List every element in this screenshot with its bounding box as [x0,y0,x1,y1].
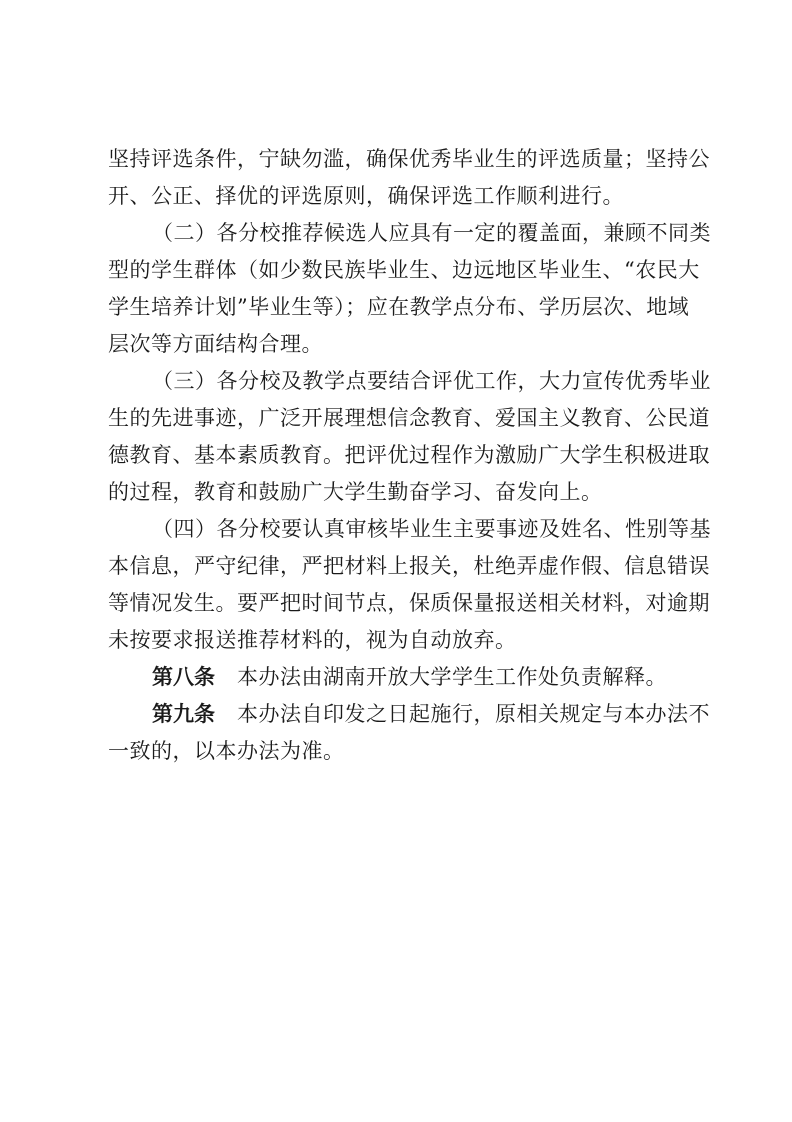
text-line: 生的先进事迹，广泛开展理想信念教育、爱国主义教育、公民道 [108,406,710,430]
text-line [108,659,698,696]
text-line: 等情况发生。要严把时间节点，保质保量报送相关材料，对逾期 [108,591,710,615]
document-body [108,141,711,770]
paragraph-item-2 [108,215,711,363]
text-line: 学生培养计划”毕业生等）；应在教学点分布、学历层次、地域 [108,295,690,319]
article-9-text: 本办法自印发之日起施行，原相关规定与本办法不 [237,702,710,726]
text-line: 未按要求报送推荐材料的，视为自动放弃。 [108,628,517,652]
text-line: 一致的，以本办法为准。 [108,739,345,763]
text-line: （二）各分校推荐候选人应具有一定的覆盖面，兼顾不同类 [152,221,711,245]
text-line [108,696,710,733]
text-line: 型的学生群体（如少数民族毕业生、边远地区毕业生、“农民大 [108,258,700,282]
paragraph-item-4 [108,511,711,659]
text-line: （四）各分校要认真审核毕业生主要事迹及姓名、性别等基 [152,517,711,541]
text-line: 本信息，严守纪律，严把材料上报关，杜绝弄虚作假、信息错误 [108,554,710,578]
paragraph-continued [108,141,710,215]
text-line: 坚持评选条件，宁缺勿滥，确保优秀毕业生的评选质量；坚持公 [108,147,710,171]
paragraph-item-3 [108,363,711,511]
text-line: 德教育、基本素质教育。把评优过程作为激励广大学生积极进取 [108,443,710,467]
article-8-text: 本办法由湖南开放大学学生工作处负责解释。 [237,665,667,689]
article-9-heading: 第九条 [152,702,215,726]
text-line: 的过程，教育和鼓励广大学生勤奋学习、奋发向上。 [108,480,603,504]
text-line: （三）各分校及教学点要结合评优工作，大力宣传优秀毕业 [152,369,711,393]
article-9 [108,696,710,770]
text-line: 层次等方面结构合理。 [108,332,323,356]
text-line: 开、公正、择优的评选原则，确保评选工作顺利进行。 [108,184,624,208]
article-8 [108,659,698,696]
article-8-heading: 第八条 [152,665,215,689]
